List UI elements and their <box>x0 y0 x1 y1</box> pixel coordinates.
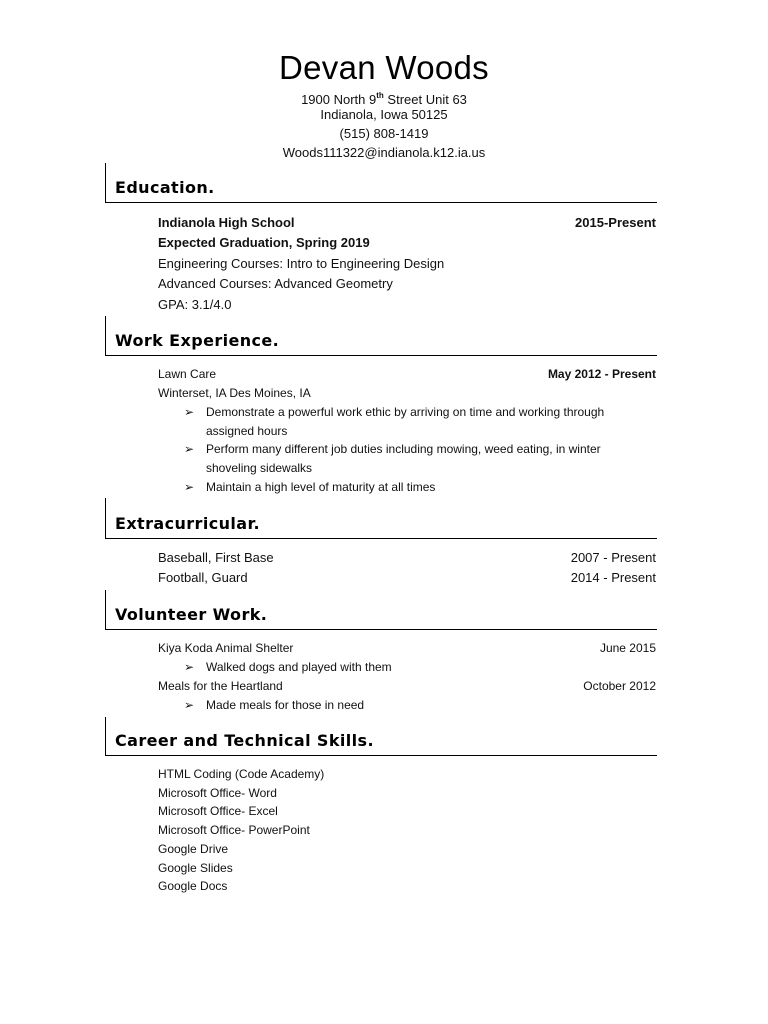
work-title: Work Experience. <box>115 331 280 350</box>
arrow-bullet-icon: ➢ <box>184 480 195 494</box>
city-state-zip: Indianola, Iowa 50125 <box>320 107 448 122</box>
education-section-heading <box>105 163 657 203</box>
arrow-bullet-icon: ➢ <box>184 698 195 712</box>
school-dates: 2015-Present <box>575 215 656 230</box>
arrow-bullet-icon: ➢ <box>184 405 195 419</box>
volunteer-dates: June 2015 <box>599 641 656 655</box>
skill-item: Google Drive <box>158 842 229 856</box>
volunteer-org: Kiya Koda Animal Shelter <box>158 641 294 655</box>
list-item: ➢ Made meals for those in need <box>184 696 654 715</box>
skill-item: HTML Coding (Code Academy) <box>158 767 325 781</box>
skills-section-heading <box>105 717 657 756</box>
skill-item: Microsoft Office- Excel <box>158 804 278 818</box>
list-item: ➢ Demonstrate a powerful work ethic by arriving on time and working through assigned hours <box>184 405 605 438</box>
arrow-bullet-icon: ➢ <box>184 442 195 456</box>
activity-label: Baseball, First Base <box>158 550 274 565</box>
activity-label: Football, Guard <box>158 570 248 585</box>
email-address: Woods111322@indianola.k12.ia.us <box>282 145 486 160</box>
volunteer-dates: October 2012 <box>583 679 656 693</box>
skill-item: Google Docs <box>158 879 228 893</box>
volunteer-section-heading <box>105 590 657 630</box>
advanced-courses: Advanced Courses: Advanced Geometry <box>158 276 393 291</box>
gpa: GPA: 3.1/4.0 <box>158 297 232 312</box>
resume-name: Devan Woods <box>279 49 489 86</box>
job-title: Lawn Care <box>158 367 217 381</box>
job-location: Winterset, IA Des Moines, IA <box>158 386 311 400</box>
arrow-bullet-icon: ➢ <box>184 660 195 674</box>
education-title: Education. <box>115 178 215 197</box>
volunteer-org: Meals for the Heartland <box>158 679 283 693</box>
list-item: ➢ Maintain a high level of maturity at all times <box>184 478 654 497</box>
activity-dates: 2007 - Present <box>570 550 656 565</box>
extracurricular-title: Extracurricular. <box>115 514 260 533</box>
skills-title: Career and Technical Skills. <box>115 731 374 750</box>
school-name: Indianola High School <box>158 215 295 230</box>
job-dates: May 2012 - Present <box>547 367 656 381</box>
list-item: ➢ Perform many different job duties including mowing, weed eating, in winter shoveling sidewalks <box>184 442 601 475</box>
skill-item: Microsoft Office- Word <box>158 786 277 800</box>
engineering-courses: Engineering Courses: Intro to Engineering Design <box>158 256 445 271</box>
volunteer-title: Volunteer Work. <box>115 605 268 624</box>
skill-item: Google Slides <box>158 861 233 875</box>
list-item: ➢ Walked dogs and played with them <box>184 658 654 677</box>
street-address: 1900 North 9th Street Unit 63 <box>301 91 467 107</box>
skill-item: Microsoft Office- PowerPoint <box>158 823 310 837</box>
expected-graduation: Expected Graduation, Spring 2019 <box>158 235 370 250</box>
extracurricular-section-heading <box>105 498 657 539</box>
activity-dates: 2014 - Present <box>570 570 656 585</box>
work-section-heading <box>105 316 657 356</box>
phone-number: (515) 808-1419 <box>339 126 429 141</box>
